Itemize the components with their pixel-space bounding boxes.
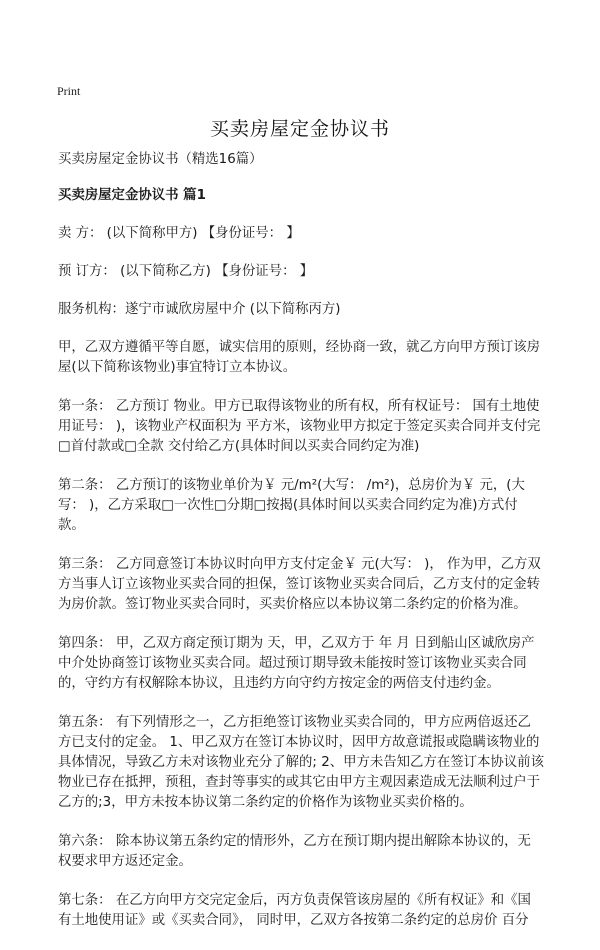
- section-heading: 买卖房屋定金协议书 篇1: [58, 188, 206, 203]
- paragraph-article-6: 第六条： 除本协议第五条约定的情形外，乙方在预订期内提出解除本协议的，无权要求甲方返还定金。: [58, 834, 531, 869]
- document-subtitle: 买卖房屋定金协议书（精选16篇）: [58, 152, 263, 167]
- paragraph-agency: 服务机构：遂宁市诚欣房屋中介 (以下简称丙方): [58, 302, 341, 317]
- paragraph-preamble: 甲，乙双方遵循平等自愿，诚实信用的原则，经协商一致，就乙方向甲方预订该房屋(以下简称该物业)事宜特订立本协议。: [58, 340, 541, 375]
- document-body: [58, 150, 544, 950]
- print-link[interactable]: Print: [57, 84, 81, 98]
- paragraph-article-2: 第二条： 乙方预订的该物业单价为￥ 元/m²(大写： /m²)，总房价为￥ 元，(大写： )，乙方采取□一次性□分期□按揭(具体时间以买卖合同约定为准)方式付款。: [58, 478, 525, 533]
- paragraph-article-1: 第一条： 乙方预订 物业。甲方已取得该物业的所有权，所有权证号： 国有土地使用证号： )，该物业产权面积为 平方米，该物业甲方拟定于签定买卖合同并支付完□首付款或□全款 交付给乙方(具体时间以买卖合同约定为准): [58, 399, 541, 454]
- paragraph-article-3: 第三条： 乙方同意签订本协议时向甲方支付定金￥ 元(大写： )， 作为甲，乙方双方当事人订立该物业买卖合同的担保，签订该物业买卖合同后，乙方支付的定金转为房价款。签订物业买卖合同时，买卖价格应以本协议第二条约定的价格为准。: [58, 557, 541, 612]
- paragraph-article-4: 第四条： 甲，乙双方商定预订期为 天，甲，乙双方于 年 月 日到船山区诚欣房产中介处协商签订该物业买卖合同。超过预订期导致未能按时签订该物业买卖合同的，守约方有权解除本协议，且违约方向守约方按定金的两倍支付违约金。: [58, 636, 535, 691]
- paragraph-article-5: 第五条： 有下列情形之一，乙方拒绝签订该物业买卖合同的，甲方应两倍返还乙方已支付的定金。 1、甲乙双方在签订本协议时，因甲方故意谎报或隐瞒该物业的具体情况，导致乙方未对该物业充分了解的; 2、甲方未告知乙方在签订本协议前该物业已存在抵押，预租，查封等事实的或其它由甲方主观因素造成无法顺利过户于乙方的;3，甲方未按本协议第二条约定的价格作为该物业买卖价格的。: [58, 715, 544, 810]
- paragraph-buyer: 预 订方： (以下简称乙方) 【身份证号： 】: [58, 264, 314, 279]
- document-title: 买卖房屋定金协议书: [209, 118, 390, 140]
- paragraph-article-7: 第七条： 在乙方向甲方交完定金后，丙方负责保管该房屋的《所有权证》和《国有土地使用证》或《买卖合同》， 同时甲，乙双方各按第二条约定的总房价 百分: [58, 893, 531, 928]
- paragraph-seller: 卖 方： (以下简称甲方) 【身份证号： 】: [58, 226, 300, 241]
